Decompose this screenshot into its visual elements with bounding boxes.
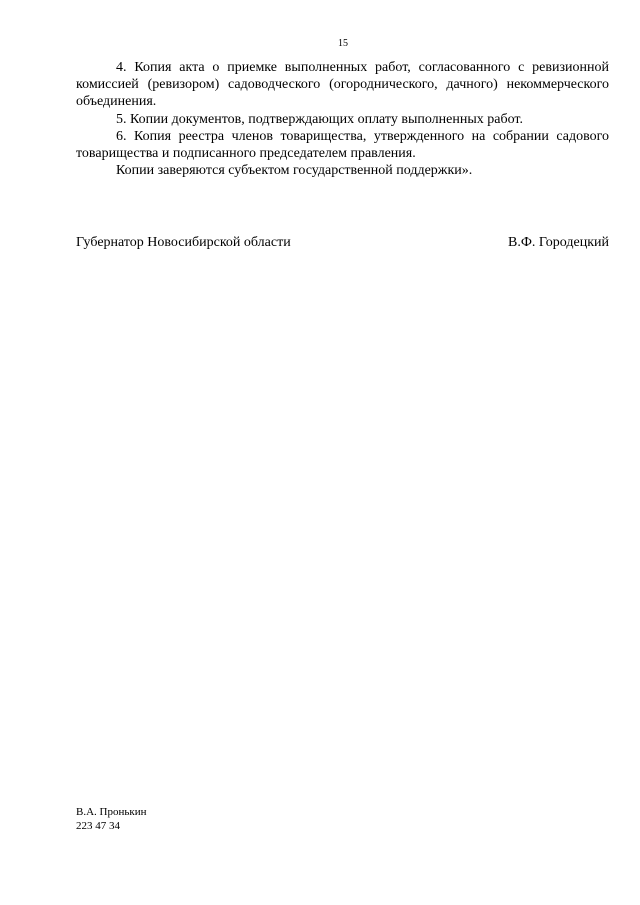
paragraph-item-4: 4. Копия акта о приемке выполненных работ, согласованного с ревизионной комиссией (ревизором) садоводческого (огороднического, дачного) некоммерческого объединения. [76, 60, 609, 110]
document-body [76, 59, 609, 179]
paragraph-item-5: 5. Копии документов, подтверждающих оплату выполненных работ. [116, 111, 523, 127]
page-number: 15 [338, 38, 348, 49]
paragraph-certification: Копии заверяются субъектом государственной поддержки». [116, 163, 473, 179]
executor-name: В.А. Пронькин [76, 806, 147, 818]
paragraph-item-6: 6. Копия реестра членов товарищества, утвержденного на собрании садового товарищества и подписанного председателем правления. [76, 128, 609, 162]
executor-block [76, 806, 147, 833]
signature-block [76, 234, 609, 251]
signatory-position: Губернатор Новосибирской области [76, 235, 291, 250]
signatory-name: В.Ф. Городецкий [508, 235, 609, 250]
executor-phone: 223 47 34 [76, 819, 120, 832]
